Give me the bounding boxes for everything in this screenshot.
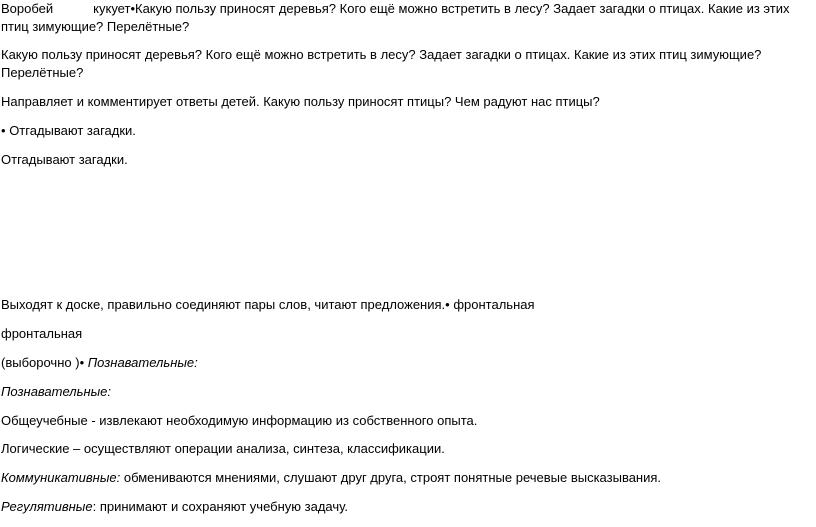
bullet-icon: • [79,355,85,370]
text-line [1,64,83,82]
text-riddles: Отгадывают загадки. [9,123,136,138]
text-kukuet: кукует [93,1,131,16]
text-board: Выходят к доске, правильно соединяют пары слов, читают предложения. [1,297,446,312]
text-line [1,122,136,140]
text-frontal: фронтальная [1,326,83,341]
text-line [1,151,128,169]
bullet-icon: • [130,1,135,16]
text-migratory: Перелётные? [1,65,84,80]
bullet-icon: • [1,123,6,138]
text-riddles: Отгадывают загадки. [1,152,128,167]
text-questions: Какую пользу приносят деревья? Кого ещё можно встретить в лесу? Задает загадки о птицах. Какие из этих птиц зимующие? [1,47,762,62]
text-logical: Логические – осуществляют операции анализа, синтеза, классификации. [1,441,445,456]
text-line [1,93,600,111]
text-directs: Направляет и комментирует ответы детей. Какую пользу приносят птицы? Чем радуют нас птицы? [1,94,600,109]
text-line [1,325,82,343]
text-line [1,46,761,64]
text-cognitive: Познавательные: [1,384,112,399]
text-questions: Какую пользу приносят деревья? Кого ещё можно встретить в лесу? Задает загадки о птицах. Какие из этих [135,1,790,16]
text-general: Общеучебные - извлекают необходимую информацию из собственного опыта. [1,413,478,428]
text-selective: (выборочно ) [1,355,80,370]
text-line [1,296,535,314]
text-cognitive: Познавательные: [87,355,198,370]
text-line [1,18,189,36]
text-frontal: фронтальная [453,297,535,312]
bullet-icon: • [445,297,450,312]
text-regulatory-label: Регулятивные [1,499,93,514]
text-communicative-label: Коммуникативные: [1,470,121,485]
text-line [1,383,111,401]
text-line [1,412,477,430]
text-line [1,469,661,487]
text-line [1,440,445,458]
text-line [1,0,790,18]
text-birds: птиц зимующие? Перелётные? [1,19,190,34]
text-communicative: обмениваются мнениями, слушают друг друга, строят понятные речевые высказывания. [120,470,662,485]
text-line [1,498,348,516]
text-regulatory: : принимают и сохраняют учебную задачу. [92,499,348,514]
text-line [1,354,198,372]
text-vorobey: Воробей [1,1,54,16]
